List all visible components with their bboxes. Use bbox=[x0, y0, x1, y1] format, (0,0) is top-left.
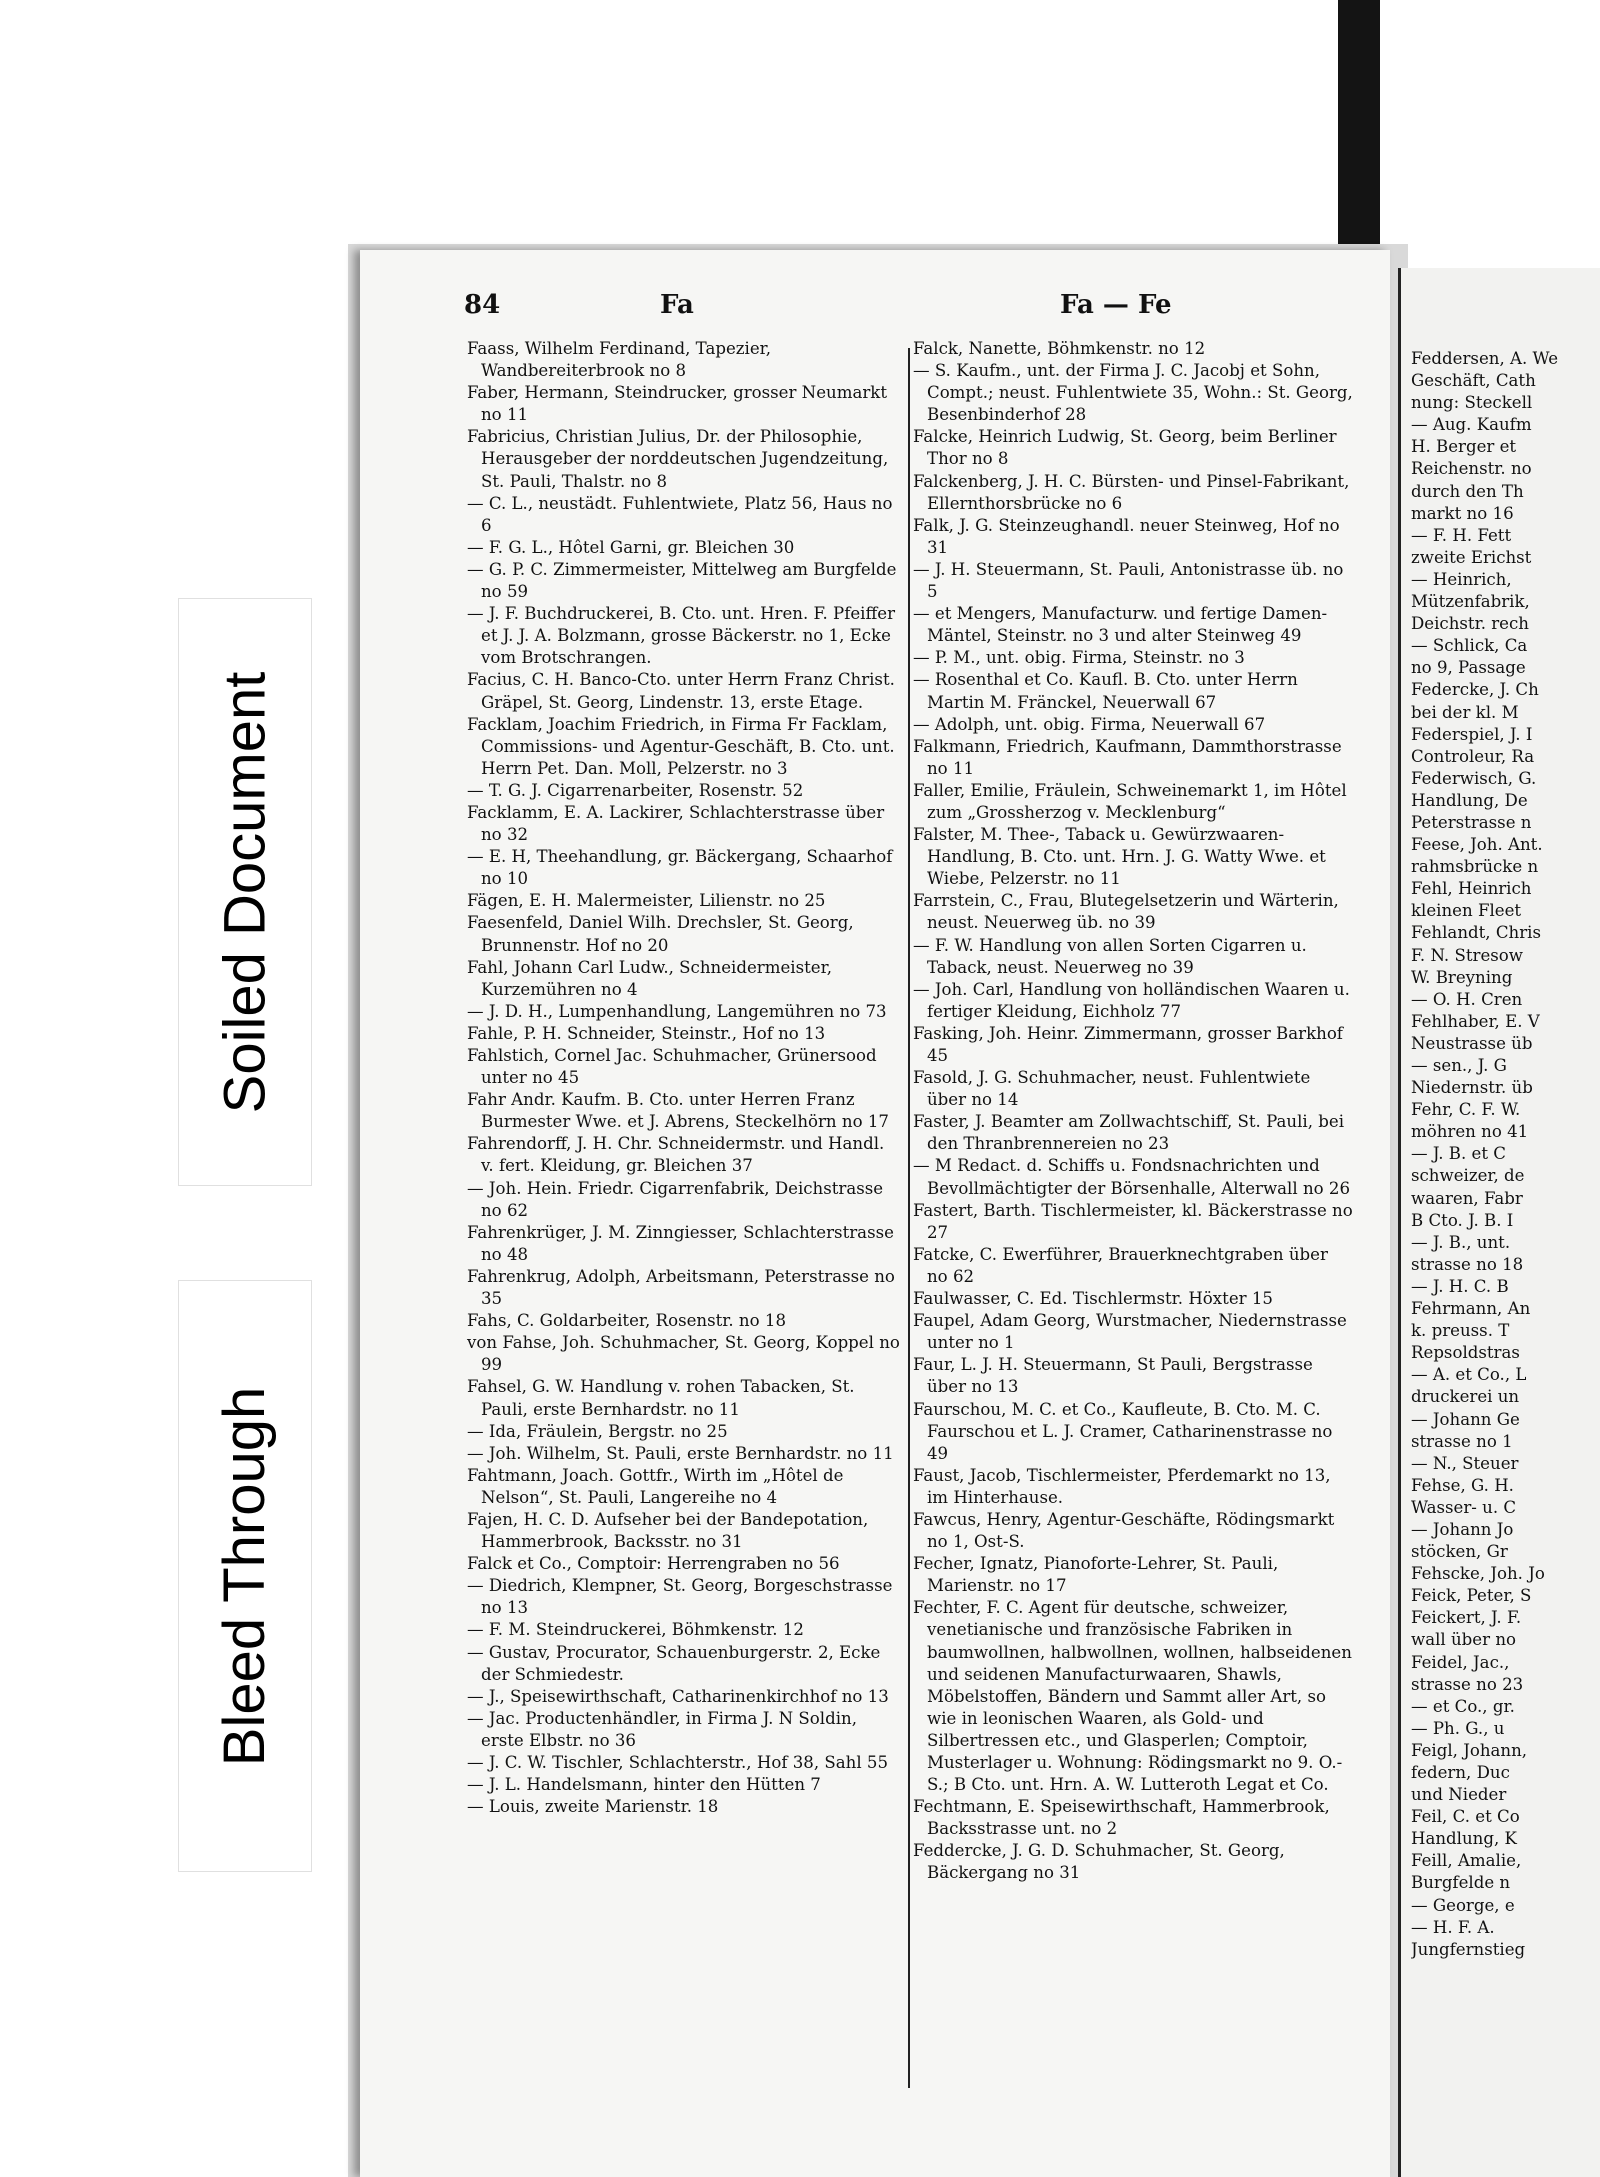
directory-entry: Fahs, C. Goldarbeiter, Rosenstr. no 18 bbox=[467, 1311, 786, 1331]
directory-entry: Faurschou, M. C. et Co., Kaufleute, B. Cto. M. C. Faurschou et L. J. Cramer, Catharinenstrasse no 49 bbox=[913, 1399, 1333, 1463]
directory-entry: Falk, J. G. Steinzeughandl. neuer Steinweg, Hof no 31 bbox=[913, 515, 1340, 557]
directory-entry: — J., Speisewirthschaft, Catharinenkirchhof no 13 bbox=[467, 1686, 889, 1706]
directory-entry: Neustrasse üb bbox=[1411, 1033, 1533, 1053]
directory-entry: — J. B. et C bbox=[1411, 1144, 1506, 1164]
directory-entry: strasse no 18 bbox=[1411, 1254, 1524, 1274]
directory-entry: möhren no 41 bbox=[1411, 1122, 1529, 1142]
directory-entry: — Diedrich, Klempner, St. Georg, Borgeschstrasse no 13 bbox=[467, 1576, 893, 1618]
directory-entry: — Jac. Productenhändler, in Firma J. N Soldin, erste Elbstr. no 36 bbox=[467, 1708, 857, 1750]
directory-entry: Falck et Co., Comptoir: Herrengraben no 56 bbox=[467, 1554, 840, 1574]
directory-entry: durch den Th bbox=[1411, 481, 1524, 501]
directory-entry: — Schlick, Ca bbox=[1411, 636, 1528, 656]
directory-entry: — et Co., gr. bbox=[1411, 1696, 1515, 1716]
directory-entry: Feigl, Johann, bbox=[1411, 1740, 1528, 1760]
third-column bbox=[1411, 348, 1600, 1961]
directory-entry: Peterstrasse n bbox=[1411, 812, 1532, 832]
column-rule bbox=[908, 348, 910, 2088]
directory-entry: — O. H. Cren bbox=[1411, 989, 1523, 1009]
directory-entry: Repsoldstras bbox=[1411, 1343, 1520, 1363]
top-dark-strip bbox=[1338, 0, 1380, 272]
directory-entry: Feickert, J. F. bbox=[1411, 1608, 1522, 1628]
directory-entry: — Aug. Kaufm bbox=[1411, 415, 1532, 435]
directory-entry: — F. G. L., Hôtel Garni, gr. Bleichen 30 bbox=[467, 537, 795, 557]
directory-entry: Handlung, De bbox=[1411, 790, 1528, 810]
directory-entry: Facklam, Joachim Friedrich, in Firma Fr Facklam, Commissions- und Agentur-Geschäft, B. Cto. unt. Herrn Pet. Dan. Moll, Pelzerstr. no 3 bbox=[467, 714, 895, 778]
directory-entry: Controleur, Ra bbox=[1411, 746, 1535, 766]
directory-entry: Fahrendorff, J. H. Chr. Schneidermstr. und Handl. v. fert. Kleidung, gr. Bleichen 37 bbox=[467, 1134, 885, 1176]
directory-entry: Federcke, J. Ch bbox=[1411, 680, 1539, 700]
directory-entry: Fasking, Joh. Heinr. Zimmermann, grosser Barkhof 45 bbox=[913, 1023, 1343, 1065]
directory-entry: — et Mengers, Manufacturw. und fertige Damen-Mäntel, Steinstr. no 3 und alter Steinweg 49 bbox=[913, 604, 1328, 646]
directory-entry: B Cto. J. B. I bbox=[1411, 1210, 1514, 1230]
directory-entry: zweite Erichst bbox=[1411, 547, 1532, 567]
directory-entry: — Adolph, unt. obig. Firma, Neuerwall 67 bbox=[913, 714, 1266, 734]
directory-entry: — F. H. Fett bbox=[1411, 525, 1512, 545]
directory-entry: Fahr Andr. Kaufm. B. Cto. unter Herren Franz Burmester Wwe. et J. Abrens, Steckelhörn no 17 bbox=[467, 1090, 889, 1132]
directory-entry: Fehl, Heinrich bbox=[1411, 879, 1532, 899]
directory-entry: rahmsbrücke n bbox=[1411, 857, 1539, 877]
directory-entry: von Fahse, Joh. Schuhmacher, St. Georg, Koppel no 99 bbox=[467, 1333, 900, 1375]
directory-entry: — M Redact. d. Schiffs u. Fondsnachrichten und Bevollmächtigter der Börsenhalle, Alterwall no 26 bbox=[913, 1156, 1351, 1198]
directory-entry: Fasold, J. G. Schuhmacher, neust. Fuhlentwiete über no 14 bbox=[913, 1068, 1311, 1110]
directory-entry: F. N. Stresow bbox=[1411, 945, 1523, 965]
header-right: Fa — Fe bbox=[1060, 290, 1172, 320]
directory-entry: — G. P. C. Zimmermeister, Mittelweg am Burgfelde no 59 bbox=[467, 559, 897, 602]
directory-entry: Falcke, Heinrich Ludwig, St. Georg, beim Berliner Thor no 8 bbox=[913, 427, 1337, 469]
directory-entry: Facklamm, E. A. Lackirer, Schlachterstrasse über no 32 bbox=[467, 802, 885, 845]
directory-entry: — Louis, zweite Marienstr. 18 bbox=[467, 1797, 719, 1817]
directory-entry: Farrstein, C., Frau, Blutegelsetzerin und Wärterin, neust. Neuerweg üb. no 39 bbox=[913, 891, 1339, 933]
directory-entry: Faust, Jacob, Tischlermeister, Pferdemarkt no 13, im Hinterhause. bbox=[913, 1465, 1331, 1507]
soiled-document-text: Soiled Document bbox=[212, 671, 278, 1113]
directory-entry: — Johann Jo bbox=[1411, 1519, 1514, 1539]
directory-entry: Feill, Amalie, bbox=[1411, 1851, 1522, 1871]
directory-entry: Feidel, Jac., bbox=[1411, 1652, 1510, 1672]
directory-entry: H. Berger et bbox=[1411, 437, 1517, 457]
directory-entry: — A. et Co., L bbox=[1411, 1365, 1527, 1385]
right-column bbox=[913, 338, 1353, 1885]
directory-entry: nung: Steckell bbox=[1411, 393, 1533, 413]
book-page bbox=[360, 250, 1390, 2177]
directory-entry: — F. W. Handlung von allen Sorten Cigarren u. Taback, neust. Neuerweg no 39 bbox=[913, 935, 1307, 977]
left-column bbox=[467, 338, 902, 1818]
directory-entry: — F. M. Steindruckerei, Böhmkenstr. 12 bbox=[467, 1620, 804, 1640]
directory-entry: — J. D. H., Lumpenhandlung, Langemühren no 73 bbox=[467, 1001, 887, 1021]
directory-entry: — Ida, Fräulein, Bergstr. no 25 bbox=[467, 1421, 728, 1441]
directory-entry: k. preuss. T bbox=[1411, 1321, 1510, 1341]
directory-entry: — Ph. G., u bbox=[1411, 1718, 1505, 1738]
directory-entry: W. Breyning bbox=[1411, 967, 1513, 987]
directory-entry: Fahsel, G. W. Handlung v. rohen Tabacken, St. Pauli, erste Bernhardstr. no 11 bbox=[467, 1377, 855, 1419]
directory-entry: und Nieder bbox=[1411, 1785, 1507, 1805]
directory-entry: Wasser- u. C bbox=[1411, 1497, 1517, 1517]
directory-entry: Deichstr. rech bbox=[1411, 614, 1529, 634]
directory-entry: Faulwasser, C. Ed. Tischlermstr. Höxter 15 bbox=[913, 1289, 1273, 1309]
directory-entry: Geschäft, Cath bbox=[1411, 371, 1536, 391]
directory-entry: Fahrenkrug, Adolph, Arbeitsmann, Peterstrasse no 35 bbox=[467, 1266, 895, 1309]
directory-entry: Falck, Nanette, Böhmkenstr. no 12 bbox=[913, 339, 1206, 358]
directory-entry: Fajen, H. C. D. Aufseher bei der Bandepotation, Hammerbrook, Backsstr. no 31 bbox=[467, 1509, 869, 1552]
directory-entry: — sen., J. G bbox=[1411, 1056, 1507, 1075]
directory-entry: Fawcus, Henry, Agentur-Geschäfte, Rödingsmarkt no 1, Ost-S. bbox=[913, 1509, 1335, 1552]
directory-entry: — Gustav, Procurator, Schauenburgerstr. 2, Ecke der Schmiedestr. bbox=[467, 1642, 881, 1684]
directory-entry: Feddersen, A. We bbox=[1411, 349, 1559, 368]
directory-entry: schweizer, de bbox=[1411, 1166, 1525, 1186]
directory-entry: Faass, Wilhelm Ferdinand, Tapezier, Wandbereiterbrook no 8 bbox=[467, 339, 772, 381]
directory-entry: — E. H, Theehandlung, gr. Bäckergang, Schaarhof no 10 bbox=[467, 847, 893, 889]
directory-entry: Fahrenkrüger, J. M. Zinngiesser, Schlachterstrasse no 48 bbox=[467, 1222, 894, 1264]
page-number: 84 bbox=[464, 290, 501, 320]
directory-entry: Faesenfeld, Daniel Wilh. Drechsler, St. Georg, Brunnenstr. Hof no 20 bbox=[467, 913, 854, 955]
directory-entry: Niedernstr. üb bbox=[1411, 1078, 1533, 1098]
directory-entry: Fecher, Ignatz, Pianoforte-Lehrer, St. Pauli, Marienstr. no 17 bbox=[913, 1554, 1279, 1596]
directory-entry: Falkmann, Friedrich, Kaufmann, Dammthorstrasse no 11 bbox=[913, 736, 1342, 778]
bleed-through-label bbox=[178, 1280, 312, 1872]
directory-entry: druckerei un bbox=[1411, 1387, 1520, 1407]
directory-entry: — T. G. J. Cigarrenarbeiter, Rosenstr. 52 bbox=[467, 780, 804, 800]
directory-entry: markt no 16 bbox=[1411, 503, 1514, 523]
directory-entry: Fehrmann, An bbox=[1411, 1299, 1531, 1319]
directory-entry: Fahtmann, Joach. Gottfr., Wirth im „Hôtel de Nelson“, St. Pauli, Langereihe no 4 bbox=[467, 1465, 844, 1507]
directory-entry: — Heinrich, bbox=[1411, 569, 1512, 589]
directory-entry: Feick, Peter, S bbox=[1411, 1586, 1532, 1606]
directory-entry: Fehlhaber, E. V bbox=[1411, 1011, 1540, 1031]
directory-entry: Fatcke, C. Ewerführer, Brauerknechtgraben über no 62 bbox=[913, 1244, 1328, 1286]
directory-entry: Federspiel, J. I bbox=[1411, 724, 1533, 744]
directory-entry: Feil, C. et Co bbox=[1411, 1807, 1520, 1827]
directory-entry: waaren, Fabr bbox=[1411, 1188, 1523, 1208]
directory-entry: Fabricius, Christian Julius, Dr. der Philosophie, Herausgeber der norddeutschen Jugendzeitung, St. Pauli, Thalstr. no 8 bbox=[467, 427, 889, 491]
directory-entry: — S. Kaufm., unt. der Firma J. C. Jacobj et Sohn, Compt.; neust. Fuhlentwiete 35, Wohn.: St. Georg, Besenbinderhof 28 bbox=[913, 361, 1353, 425]
directory-entry: kleinen Fleet bbox=[1411, 901, 1522, 921]
directory-entry: no 9, Passage bbox=[1411, 658, 1526, 678]
directory-entry: Fehr, C. F. W. bbox=[1411, 1100, 1521, 1120]
directory-entry: — George, e bbox=[1411, 1895, 1515, 1915]
directory-entry: — Joh. Wilhelm, St. Pauli, erste Bernhardstr. no 11 bbox=[467, 1443, 894, 1463]
directory-entry: stöcken, Gr bbox=[1411, 1542, 1508, 1562]
directory-entry: Reichenstr. no bbox=[1411, 459, 1532, 479]
directory-entry: Faller, Emilie, Fräulein, Schweinemarkt 1, im Hôtel zum „Grossherzog v. Mecklenburg“ bbox=[913, 780, 1347, 822]
soiled-document-label bbox=[178, 598, 312, 1186]
directory-entry: — N., Steuer bbox=[1411, 1453, 1519, 1473]
directory-entry: Fechter, F. C. Agent für deutsche, schweizer, venetianische und französische Fabriken in baumwollnen, halbwollnen, wollnen, halbseidenen und seidenen Manufacturwaaren, Shawls, Möbelstoffen, Bändern und Sammt aller Art, so wie in leonischen Waaren, als Gold- und Silbertressen etc., und Glasperlen; Comptoir, Musterlager u. Wohnung: Rödingsmarkt no 9. O.-S.; B Cto. unt. Hrn. A. W. Lutteroth Legat et Co. bbox=[913, 1598, 1352, 1795]
directory-entry: — C. L., neustädt. Fuhlentwiete, Platz 56, Haus no 6 bbox=[467, 493, 893, 535]
directory-entry: Fahlstich, Cornel Jac. Schuhmacher, Grünersood unter no 45 bbox=[467, 1046, 877, 1088]
directory-entry: Faur, L. J. H. Steuermann, St Pauli, Bergstrasse über no 13 bbox=[913, 1355, 1313, 1397]
directory-entry: — J. L. Handelsmann, hinter den Hütten 7 bbox=[467, 1775, 821, 1795]
directory-entry: Fehscke, Joh. Jo bbox=[1411, 1564, 1545, 1584]
directory-entry: Faupel, Adam Georg, Wurstmacher, Niedernstrasse unter no 1 bbox=[913, 1311, 1347, 1353]
directory-entry: Feese, Joh. Ant. bbox=[1411, 835, 1543, 855]
directory-entry: — J. B., unt. bbox=[1411, 1232, 1511, 1252]
directory-entry: Burgfelde n bbox=[1411, 1873, 1511, 1893]
directory-entry: Fastert, Barth. Tischlermeister, kl. Bäckerstrasse no 27 bbox=[913, 1200, 1353, 1242]
directory-entry: wall über no bbox=[1411, 1630, 1516, 1650]
directory-entry: Fechtmann, E. Speisewirthschaft, Hammerbrook, Backsstrasse unt. no 2 bbox=[913, 1797, 1330, 1839]
bleed-through-text: Bleed Through bbox=[212, 1386, 278, 1766]
directory-entry: Fägen, E. H. Malermeister, Lilienstr. no 25 bbox=[467, 891, 826, 911]
directory-entry: bei der kl. M bbox=[1411, 702, 1519, 722]
directory-entry: — H. F. A. bbox=[1411, 1917, 1495, 1937]
directory-entry: — Rosenthal et Co. Kaufl. B. Cto. unter Herrn Martin M. Fränckel, Neuerwall 67 bbox=[913, 670, 1298, 712]
directory-entry: Mützenfabrik, bbox=[1411, 592, 1530, 612]
directory-entry: Faber, Hermann, Steindrucker, grosser Neumarkt no 11 bbox=[467, 383, 887, 425]
directory-entry: — Joh. Carl, Handlung von holländischen Waaren u. fertiger Kleidung, Eichholz 77 bbox=[913, 979, 1350, 1021]
directory-entry: Faster, J. Beamter am Zollwachtschiff, St. Pauli, bei den Thranbrennereien no 23 bbox=[913, 1112, 1345, 1154]
directory-entry: — J. H. Steuermann, St. Pauli, Antonistrasse üb. no 5 bbox=[913, 559, 1344, 602]
directory-entry: — J. C. W. Tischler, Schlachterstr., Hof 38, Sahl 55 bbox=[467, 1753, 889, 1772]
directory-entry: — Johann Ge bbox=[1411, 1409, 1520, 1429]
directory-entry: — Joh. Hein. Friedr. Cigarrenfabrik, Deichstrasse no 62 bbox=[467, 1178, 884, 1220]
directory-entry: Jungfernstieg bbox=[1411, 1939, 1526, 1959]
next-page bbox=[1398, 268, 1600, 2177]
directory-entry: — P. M., unt. obig. Firma, Steinstr. no 3 bbox=[913, 648, 1245, 668]
directory-entry: Feddercke, J. G. D. Schuhmacher, St. Georg, Bäckergang no 31 bbox=[913, 1841, 1285, 1883]
directory-entry: Fehlandt, Chris bbox=[1411, 923, 1541, 943]
directory-entry: — J. F. Buchdruckerei, B. Cto. unt. Hren. F. Pfeiffer et J. J. A. Bolzmann, grosse Bäckerstr. no 1, Ecke vom Brotschrangen. bbox=[467, 604, 895, 668]
directory-entry: strasse no 1 bbox=[1411, 1431, 1513, 1451]
directory-entry: Facius, C. H. Banco-Cto. unter Herrn Franz Christ. Gräpel, St. Georg, Lindenstr. 13, erste Etage. bbox=[467, 670, 895, 712]
header-center: Fa bbox=[660, 290, 694, 320]
directory-entry: strasse no 23 bbox=[1411, 1674, 1524, 1694]
directory-entry: — J. H. C. B bbox=[1411, 1276, 1509, 1296]
directory-entry: Fahle, P. H. Schneider, Steinstr., Hof no 13 bbox=[467, 1023, 826, 1043]
directory-entry: Fehse, G. H. bbox=[1411, 1475, 1514, 1495]
directory-entry: Fahl, Johann Carl Ludw., Schneidermeister, Kurzemühren no 4 bbox=[467, 957, 832, 999]
directory-entry: Falster, M. Thee-, Taback u. Gewürzwaaren-Handlung, B. Cto. unt. Hrn. J. G. Watty Wwe. et Wiebe, Pelzerstr. no 11 bbox=[913, 825, 1326, 889]
directory-entry: federn, Duc bbox=[1411, 1763, 1510, 1782]
directory-entry: Falckenberg, J. H. C. Bürsten- und Pinsel-Fabrikant, Ellernthorsbrücke no 6 bbox=[913, 471, 1350, 513]
directory-entry: Federwisch, G. bbox=[1411, 768, 1537, 788]
directory-entry: Handlung, K bbox=[1411, 1829, 1517, 1849]
